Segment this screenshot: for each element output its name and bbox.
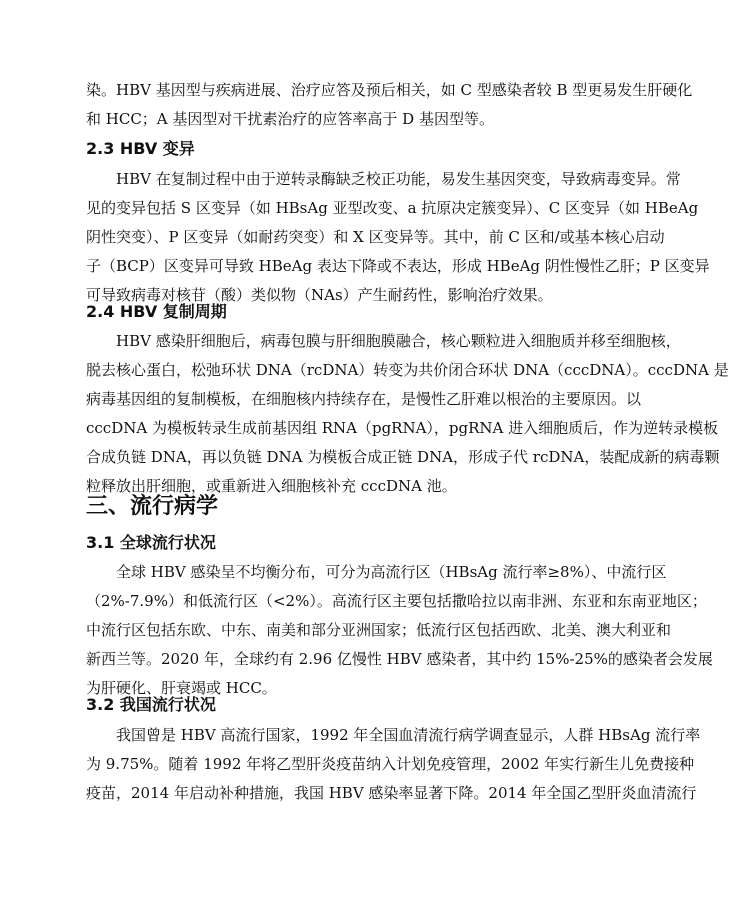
paragraph-genotype-end (86, 76, 693, 134)
text-line: 病毒基因组的复制模板，在细胞核内持续存在，是慢性乙肝难以根治的主要原因。以 (86, 390, 642, 408)
text-line: 疫苗，2014 年启动补种措施，我国 HBV 感染率显著下降。2014 年全国乙型肝炎血清流行 (86, 784, 697, 802)
chapter-heading-epidemiology: 三、流行病学 (86, 494, 219, 519)
text-line: cccDNA 为模板转录生成前基因组 RNA（pgRNA），pgRNA 进入细胞质后，作为逆转录模板 (86, 419, 719, 437)
section-heading-3-1: 3.1 全球流行状况 (86, 533, 216, 552)
paragraph-hbv-variation (86, 165, 710, 310)
text-line: 我国曾是 HBV 高流行国家，1992 年全国血清流行病学调查显示，人群 HBsAg 流行率 (116, 726, 701, 744)
text-line: 子（BCP）区变异可导致 HBeAg 表达下降或不表达，形成 HBeAg 阴性慢性乙肝；P 区变异 (86, 257, 710, 275)
text-line: 粒释放出肝细胞，或重新进入细胞核补充 cccDNA 池。 (86, 477, 457, 495)
text-line: （2%-7.9%）和低流行区（<2%）。高流行区主要包括撒哈拉以南非洲、东亚和东南亚地区； (86, 592, 707, 610)
text-line: 合成负链 DNA，再以负链 DNA 为模板合成正链 DNA，形成子代 rcDNA，装配成新的病毒颗 (86, 448, 720, 466)
paragraph-china-prevalence (86, 721, 701, 808)
text-line: 染。HBV 基因型与疾病进展、治疗应答及预后相关，如 C 型感染者较 B 型更易发生肝硬化 (86, 81, 693, 99)
text-line: HBV 在复制过程中由于逆转录酶缺乏校正功能，易发生基因突变，导致病毒变异。常 (116, 170, 681, 188)
text-line: 全球 HBV 感染呈不均衡分布，可分为高流行区（HBsAg 流行率≥8%）、中流行区 (116, 563, 667, 581)
text-line: HBV 感染肝细胞后，病毒包膜与肝细胞膜融合，核心颗粒进入细胞质并移至细胞核， (116, 332, 681, 350)
text-line: 可导致病毒对核苷（酸）类似物（NAs）产生耐药性，影响治疗效果。 (86, 286, 553, 304)
text-line: 和 HCC；A 基因型对干扰素治疗的应答率高于 D 基因型等。 (86, 110, 494, 128)
section-heading-2-3: 2.3 HBV 变异 (86, 139, 195, 158)
paragraph-global-prevalence (86, 558, 713, 703)
text-line: 见的变异包括 S 区变异（如 HBsAg 亚型改变、a 抗原决定簇变异）、C 区变异（如 HBeAg (86, 199, 699, 217)
paragraph-replication-cycle (86, 327, 729, 501)
text-line: 中流行区包括东欧、中东、南美和部分亚洲国家；低流行区包括西欧、北美、澳大利亚和 (86, 621, 672, 639)
section-heading-3-2: 3.2 我国流行状况 (86, 695, 216, 714)
text-line: 脱去核心蛋白，松弛环状 DNA（rcDNA）转变为共价闭合环状 DNA（cccDNA）。cccDNA 是 (86, 361, 729, 379)
text-line: 新西兰等。2020 年，全球约有 2.96 亿慢性 HBV 感染者，其中约 15%-25%的感染者会发展 (86, 650, 713, 668)
text-line: 阴性突变）、P 区变异（如耐药突变）和 X 区变异等。其中，前 C 区和/或基本核心启动 (86, 228, 665, 246)
text-line: 为肝硬化、肝衰竭或 HCC。 (86, 679, 277, 697)
section-heading-2-4: 2.4 HBV 复制周期 (86, 302, 227, 321)
text-line: 为 9.75%。随着 1992 年将乙型肝炎疫苗纳入计划免疫管理，2002 年实行新生儿免费接种 (86, 755, 695, 773)
